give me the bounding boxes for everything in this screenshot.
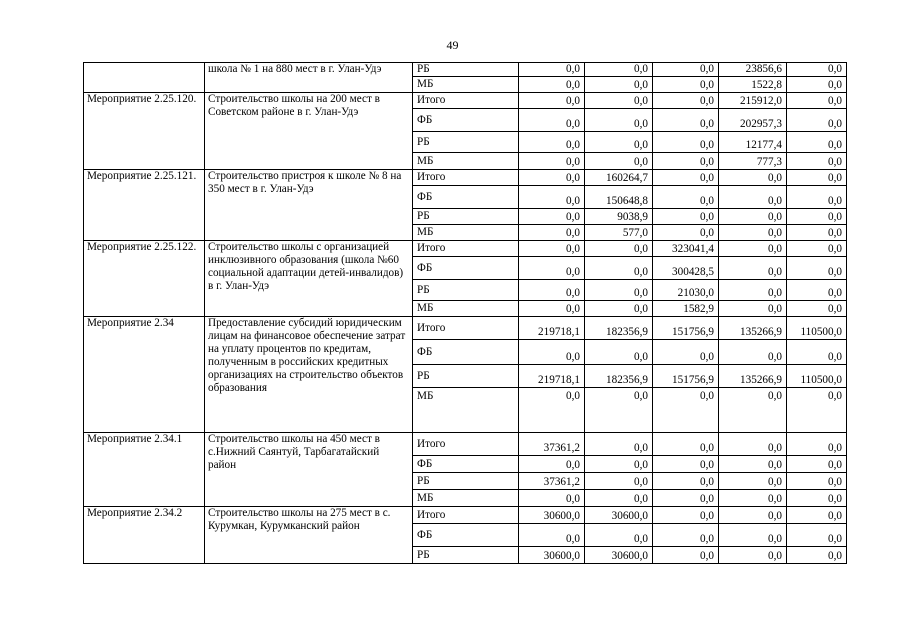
value-cell: 0,0 — [719, 507, 787, 524]
value-cell: 0,0 — [719, 388, 787, 433]
funding-source: РБ — [413, 63, 519, 77]
value-cell: 1522,8 — [719, 77, 787, 93]
value-cell: 0,0 — [653, 225, 719, 241]
value-cell: 0,0 — [585, 77, 653, 93]
value-cell: 0,0 — [585, 388, 653, 433]
value-cell: 0,0 — [653, 63, 719, 77]
funding-source: МБ — [413, 490, 519, 507]
measure-label: Мероприятие 2.34.2 — [84, 507, 205, 564]
value-cell: 0,0 — [719, 209, 787, 225]
value-cell: 0,0 — [787, 490, 847, 507]
measure-label: Мероприятие 2.34 — [84, 317, 205, 433]
value-cell: 160264,7 — [585, 170, 653, 186]
value-cell: 0,0 — [519, 388, 585, 433]
value-cell: 0,0 — [585, 153, 653, 170]
table-row — [84, 241, 847, 257]
value-cell: 0,0 — [519, 524, 585, 547]
value-cell: 0,0 — [653, 340, 719, 365]
measure-description: Строительство школы на 275 мест в с. Курумкан, Курумканский район — [205, 507, 413, 564]
value-cell: 0,0 — [519, 170, 585, 186]
value-cell: 0,0 — [519, 280, 585, 301]
value-cell: 0,0 — [719, 433, 787, 456]
value-cell: 0,0 — [585, 301, 653, 317]
value-cell: 0,0 — [585, 340, 653, 365]
value-cell: 0,0 — [519, 153, 585, 170]
table-row — [84, 507, 847, 524]
funding-source: РБ — [413, 280, 519, 301]
value-cell: 323041,4 — [653, 241, 719, 257]
value-cell: 0,0 — [585, 280, 653, 301]
value-cell: 110500,0 — [787, 317, 847, 340]
value-cell: 30600,0 — [585, 547, 653, 564]
value-cell: 37361,2 — [519, 433, 585, 456]
funding-source: ФБ — [413, 340, 519, 365]
value-cell: 0,0 — [653, 132, 719, 153]
value-cell: 0,0 — [719, 241, 787, 257]
value-cell: 0,0 — [719, 524, 787, 547]
measure-description: Строительство пристроя к школе № 8 на 350 мест в г. Улан-Удэ — [205, 170, 413, 241]
value-cell: 151756,9 — [653, 365, 719, 388]
value-cell: 0,0 — [585, 109, 653, 132]
funding-source: РБ — [413, 132, 519, 153]
funding-source: ФБ — [413, 186, 519, 209]
measure-description: Строительство школы на 200 мест в Советском районе в г. Улан-Удэ — [205, 93, 413, 170]
value-cell: 0,0 — [519, 186, 585, 209]
value-cell: 777,3 — [719, 153, 787, 170]
value-cell: 0,0 — [653, 473, 719, 490]
measure-description: Предоставление субсидий юридическим лицам на финансовое обеспечение затрат на уплату процентов по кредитам, полученным в российских кредитных организациях на строительство объектов образования — [205, 317, 413, 433]
value-cell: 110500,0 — [787, 365, 847, 388]
funding-source: ФБ — [413, 257, 519, 280]
value-cell: 0,0 — [719, 301, 787, 317]
value-cell: 0,0 — [719, 280, 787, 301]
funding-source: МБ — [413, 77, 519, 93]
value-cell: 0,0 — [519, 257, 585, 280]
table-row — [84, 433, 847, 456]
value-cell: 0,0 — [787, 280, 847, 301]
value-cell: 0,0 — [519, 225, 585, 241]
value-cell: 30600,0 — [585, 507, 653, 524]
measure-label — [84, 63, 205, 93]
measure-label: Мероприятие 2.25.122. — [84, 241, 205, 317]
value-cell: 0,0 — [519, 93, 585, 109]
value-cell: 0,0 — [719, 257, 787, 280]
value-cell: 0,0 — [585, 456, 653, 473]
measure-description: Строительство школы на 450 мест в с.Нижний Саянтуй, Тарбагатайский район — [205, 433, 413, 507]
value-cell: 0,0 — [787, 77, 847, 93]
value-cell: 300428,5 — [653, 257, 719, 280]
funding-source: РБ — [413, 209, 519, 225]
funding-source: ФБ — [413, 456, 519, 473]
table-row — [84, 93, 847, 109]
value-cell: 0,0 — [653, 388, 719, 433]
value-cell: 0,0 — [787, 132, 847, 153]
measure-description: Строительство школы с организацией инклюзивного образования (школа №60 социальной адаптации детей-инвалидов) в г. Улан-Удэ — [205, 241, 413, 317]
value-cell: 0,0 — [787, 456, 847, 473]
value-cell: 37361,2 — [519, 473, 585, 490]
value-cell: 0,0 — [519, 109, 585, 132]
value-cell: 215912,0 — [719, 93, 787, 109]
budget-table — [83, 62, 847, 564]
value-cell: 0,0 — [719, 225, 787, 241]
page-number: 49 — [446, 38, 459, 52]
value-cell: 219718,1 — [519, 317, 585, 340]
value-cell: 23856,6 — [719, 63, 787, 77]
funding-source: МБ — [413, 388, 519, 433]
value-cell: 219718,1 — [519, 365, 585, 388]
value-cell: 0,0 — [719, 186, 787, 209]
value-cell: 0,0 — [585, 132, 653, 153]
value-cell: 0,0 — [787, 340, 847, 365]
value-cell: 0,0 — [519, 63, 585, 77]
value-cell: 0,0 — [519, 490, 585, 507]
value-cell: 0,0 — [585, 433, 653, 456]
funding-source: Итого — [413, 170, 519, 186]
value-cell: 0,0 — [653, 109, 719, 132]
value-cell: 0,0 — [653, 186, 719, 209]
value-cell: 150648,8 — [585, 186, 653, 209]
funding-source: ФБ — [413, 109, 519, 132]
value-cell: 0,0 — [653, 170, 719, 186]
funding-source: МБ — [413, 225, 519, 241]
measure-label: Мероприятие 2.25.121. — [84, 170, 205, 241]
funding-source: Итого — [413, 317, 519, 340]
measure-label: Мероприятие 2.25.120. — [84, 93, 205, 170]
value-cell: 0,0 — [653, 547, 719, 564]
value-cell: 0,0 — [585, 490, 653, 507]
value-cell: 0,0 — [719, 547, 787, 564]
value-cell: 0,0 — [787, 257, 847, 280]
value-cell: 0,0 — [787, 225, 847, 241]
value-cell: 0,0 — [653, 153, 719, 170]
value-cell: 0,0 — [787, 473, 847, 490]
value-cell: 0,0 — [787, 153, 847, 170]
value-cell: 202957,3 — [719, 109, 787, 132]
value-cell: 21030,0 — [653, 280, 719, 301]
value-cell: 0,0 — [653, 524, 719, 547]
value-cell: 30600,0 — [519, 547, 585, 564]
value-cell: 0,0 — [585, 524, 653, 547]
value-cell: 0,0 — [519, 132, 585, 153]
value-cell: 0,0 — [787, 547, 847, 564]
value-cell: 0,0 — [787, 524, 847, 547]
value-cell: 0,0 — [519, 301, 585, 317]
value-cell: 1582,9 — [653, 301, 719, 317]
funding-source: ФБ — [413, 524, 519, 547]
funding-source: Итого — [413, 507, 519, 524]
value-cell: 0,0 — [653, 93, 719, 109]
value-cell: 0,0 — [719, 490, 787, 507]
value-cell: 135266,9 — [719, 317, 787, 340]
value-cell: 577,0 — [585, 225, 653, 241]
funding-source: РБ — [413, 547, 519, 564]
value-cell: 0,0 — [787, 109, 847, 132]
table-row — [84, 317, 847, 340]
funding-source: Итого — [413, 93, 519, 109]
value-cell: 0,0 — [585, 473, 653, 490]
value-cell: 0,0 — [719, 170, 787, 186]
value-cell: 182356,9 — [585, 365, 653, 388]
value-cell: 0,0 — [653, 490, 719, 507]
value-cell: 0,0 — [787, 241, 847, 257]
value-cell: 151756,9 — [653, 317, 719, 340]
value-cell: 0,0 — [653, 433, 719, 456]
value-cell: 0,0 — [787, 93, 847, 109]
value-cell: 0,0 — [787, 433, 847, 456]
value-cell: 0,0 — [519, 340, 585, 365]
value-cell: 0,0 — [519, 241, 585, 257]
value-cell: 0,0 — [585, 63, 653, 77]
value-cell: 0,0 — [653, 77, 719, 93]
table-row — [84, 170, 847, 186]
measure-label: Мероприятие 2.34.1 — [84, 433, 205, 507]
value-cell: 0,0 — [519, 77, 585, 93]
value-cell: 135266,9 — [719, 365, 787, 388]
value-cell: 0,0 — [653, 456, 719, 473]
value-cell: 0,0 — [653, 507, 719, 524]
value-cell: 0,0 — [787, 301, 847, 317]
value-cell: 30600,0 — [519, 507, 585, 524]
value-cell: 0,0 — [787, 507, 847, 524]
table-row — [84, 63, 847, 77]
value-cell: 0,0 — [585, 257, 653, 280]
value-cell: 0,0 — [519, 456, 585, 473]
value-cell: 0,0 — [653, 209, 719, 225]
value-cell: 12177,4 — [719, 132, 787, 153]
value-cell: 0,0 — [585, 93, 653, 109]
value-cell: 0,0 — [787, 186, 847, 209]
value-cell: 0,0 — [787, 63, 847, 77]
value-cell: 0,0 — [719, 456, 787, 473]
funding-source: РБ — [413, 365, 519, 388]
value-cell: 0,0 — [719, 340, 787, 365]
value-cell: 0,0 — [585, 241, 653, 257]
value-cell: 0,0 — [787, 209, 847, 225]
value-cell: 0,0 — [719, 473, 787, 490]
funding-source: Итого — [413, 241, 519, 257]
value-cell: 0,0 — [787, 388, 847, 433]
funding-source: МБ — [413, 301, 519, 317]
value-cell: 9038,9 — [585, 209, 653, 225]
value-cell: 0,0 — [519, 209, 585, 225]
funding-source: РБ — [413, 473, 519, 490]
funding-source: Итого — [413, 433, 519, 456]
funding-source: МБ — [413, 153, 519, 170]
value-cell: 0,0 — [787, 170, 847, 186]
value-cell: 182356,9 — [585, 317, 653, 340]
measure-description: школа № 1 на 880 мест в г. Улан-Удэ — [205, 63, 413, 93]
